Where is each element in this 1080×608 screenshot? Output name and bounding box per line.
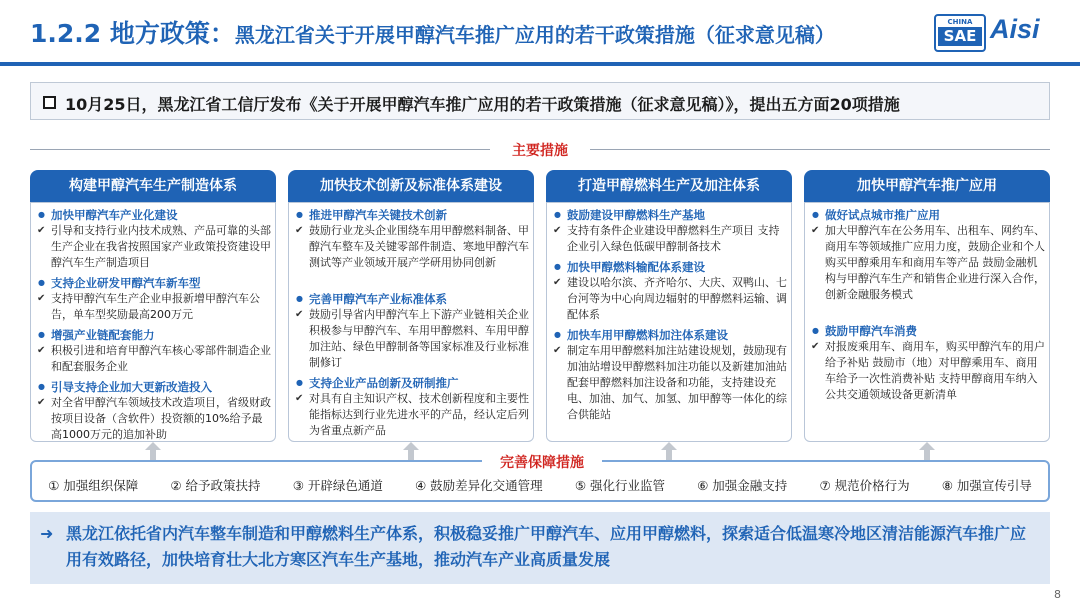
measure-detail: ✔ 加大甲醇汽车在公务用车、出租车、网约车、商用车等领域推广应用力度，鼓励企业和个人购买甲醇乘用车和商用车等产品 鼓励金融机构与甲醇汽车生产和销售企业进行深入合作，创新金融服务模式 (811, 223, 1045, 303)
aisi-logo: Aisi (990, 14, 1040, 44)
measure-detail: ✔ 对具有自主知识产权、技术创新程度和主要性能指标达到行业先进水平的产品，经认定后列为省重点新产品 (295, 391, 529, 439)
section-number: 1.2.2 地方政策： (30, 19, 235, 48)
measure-item (295, 291, 529, 371)
measure-detail: ✔ 支持有条件企业建设甲醇燃料生产项目 支持企业引入绿色低碳甲醇制备技术 (553, 223, 787, 255)
measure-detail: ✔ 制定车用甲醇燃料加注站建设规划，鼓励现有加油站增设甲醇燃料加注功能以及新建加油站配套甲醇燃料加注设备和功能，支持建设充电、加油、加气、加氢、加甲醇等一体化的综合供能站 (553, 343, 787, 423)
guarantee-measures-box (30, 455, 1050, 502)
measure-heading: ● 加快车用甲醇燃料加注体系建设 (553, 327, 787, 343)
guarantee-item: ⑦ 规范价格行为 (819, 478, 910, 493)
slide-title (30, 14, 835, 50)
announcement-box (30, 82, 1050, 120)
measure-heading: ● 引导支持企业加大更新改造投入 (37, 379, 271, 395)
measure-detail: ✔ 鼓励行业龙头企业围绕车用甲醇燃料制备、甲醇汽车整车及关键零部件制造、寒地甲醇汽车测试等产业领域开展产学研用协同创新 (295, 223, 529, 271)
measure-heading: ● 支持企业产品创新及研制推广 (295, 375, 529, 391)
up-arrow-icon (403, 442, 419, 460)
main-label-right-line (590, 149, 1050, 150)
main-measures-label: 主要措施 (512, 143, 568, 159)
measure-heading: ● 完善甲醇汽车产业标准体系 (295, 291, 529, 307)
logo-sae-big-text: SAE (938, 27, 982, 46)
measure-detail: ✔ 建设以哈尔滨、齐齐哈尔、大庆、双鸭山、七台河等为中心向周边辐射的甲醇燃料运输、调配体系 (553, 275, 787, 323)
measure-heading: ● 鼓励建设甲醇燃料生产基地 (553, 207, 787, 223)
china-sae-logo (934, 14, 986, 52)
measure-item (553, 207, 787, 255)
guarantee-label: 完善保障措施 (482, 452, 602, 472)
guarantee-item: ② 给予政策扶持 (170, 478, 261, 493)
column-body (288, 202, 534, 442)
measure-item (37, 207, 271, 271)
measure-heading: ● 推进甲醇汽车关键技术创新 (295, 207, 529, 223)
measure-heading: ● 加快甲醇汽车产业化建设 (37, 207, 271, 223)
measure-detail: ✔ 支持甲醇汽车生产企业申报新增甲醇汽车公告，单车型奖励最高200万元 (37, 291, 271, 323)
column-body (30, 202, 276, 442)
measure-item (811, 207, 1045, 303)
measure-heading: ● 加快甲醇燃料输配体系建设 (553, 259, 787, 275)
arrow-right-icon: ➜ (40, 524, 54, 543)
page-number: 8 (1054, 588, 1061, 601)
column-body (804, 202, 1050, 442)
summary-text: 黑龙江依托省内汽车整车制造和甲醇燃料生产体系，积极稳妥推广甲醇汽车、应用甲醇燃料，探索适合低温寒冷地区清洁能源汽车推广应用有效路径，加快培育壮大北方寒区汽车生产基地，推动汽车产业高质量发展 (66, 524, 1027, 569)
measure-heading: ● 支持企业研发甲醇汽车新车型 (37, 275, 271, 291)
slide-header (0, 0, 1080, 70)
measure-item (811, 323, 1045, 403)
main-label-left-line (30, 149, 490, 150)
up-arrow-icon (661, 442, 677, 460)
title-text: 黑龙江省关于开展甲醇汽车推广应用的若干政策措施（征求意见稿） (234, 23, 835, 47)
measure-item (37, 275, 271, 323)
guarantee-item: ⑥ 加强金融支持 (697, 478, 788, 493)
measure-item (295, 207, 529, 271)
measure-item (295, 375, 529, 439)
up-arrow-icon (919, 442, 935, 460)
logo-sae-small-text: CHINA (947, 18, 973, 26)
measure-item (37, 379, 271, 443)
measure-detail: ✔ 鼓励引导省内甲醇汽车上下游产业链相关企业积极参与甲醇汽车、车用甲醇燃料、车用甲醇加注站、绿色甲醇制备等国家标准及行业标准制修订 (295, 307, 529, 371)
column-head: 加快甲醇汽车推广应用 (804, 170, 1050, 202)
summary-box (30, 512, 1050, 584)
column-manufacturing (30, 170, 276, 442)
measure-item (553, 327, 787, 423)
measure-detail: ✔ 积极引进和培育甲醇汽车核心零部件制造企业和配套服务企业 (37, 343, 271, 375)
header-divider (0, 62, 1080, 66)
guarantee-item: ④ 鼓励差异化交通管理 (415, 478, 543, 493)
column-head: 构建甲醇汽车生产制造体系 (30, 170, 276, 202)
guarantee-item: ⑤ 强化行业监管 (574, 478, 665, 493)
column-head: 加快技术创新及标准体系建设 (288, 170, 534, 202)
guarantee-item: ⑧ 加强宣传引导 (941, 478, 1032, 493)
measure-detail: ✔ 引导和支持行业内技术成熟、产品可靠的头部生产企业在我省按照国家产业政策投资建设甲醇汽车生产制造项目 (37, 223, 271, 271)
checkbox-bullet-icon (43, 96, 56, 109)
measure-heading: ● 鼓励甲醇汽车消费 (811, 323, 1045, 339)
guarantee-item: ③ 开辟绿色通道 (292, 478, 383, 493)
announcement-text: 10月25日，黑龙江省工信厅发布《关于开展甲醇汽车推广应用的若干政策措施（征求意见稿）》，提出五方面20项措施 (65, 95, 900, 114)
guarantee-item: ① 加强组织保障 (48, 478, 139, 493)
column-innovation (288, 170, 534, 442)
measure-detail: ✔ 对报废乘用车、商用车，购买甲醇汽车的用户给予补贴 鼓励市（地）对甲醇乘用车、商用车给予一次性消费补贴 支持甲醇商用车纳入公共交通领域设备更新清单 (811, 339, 1045, 403)
measure-detail: ✔ 对全省甲醇汽车领域技术改造项目，省级财政按项目设备（含软件）投资额的10%给予最高1000万元的追加补助 (37, 395, 271, 443)
column-fuel-supply (546, 170, 792, 442)
column-head: 打造甲醇燃料生产及加注体系 (546, 170, 792, 202)
up-arrow-icon (145, 442, 161, 460)
measure-item (37, 327, 271, 375)
column-promotion (804, 170, 1050, 442)
guarantee-list (32, 476, 1048, 494)
measure-heading: ● 增强产业链配套能力 (37, 327, 271, 343)
column-body (546, 202, 792, 442)
measure-heading: ● 做好试点城市推广应用 (811, 207, 1045, 223)
measure-item (553, 259, 787, 323)
